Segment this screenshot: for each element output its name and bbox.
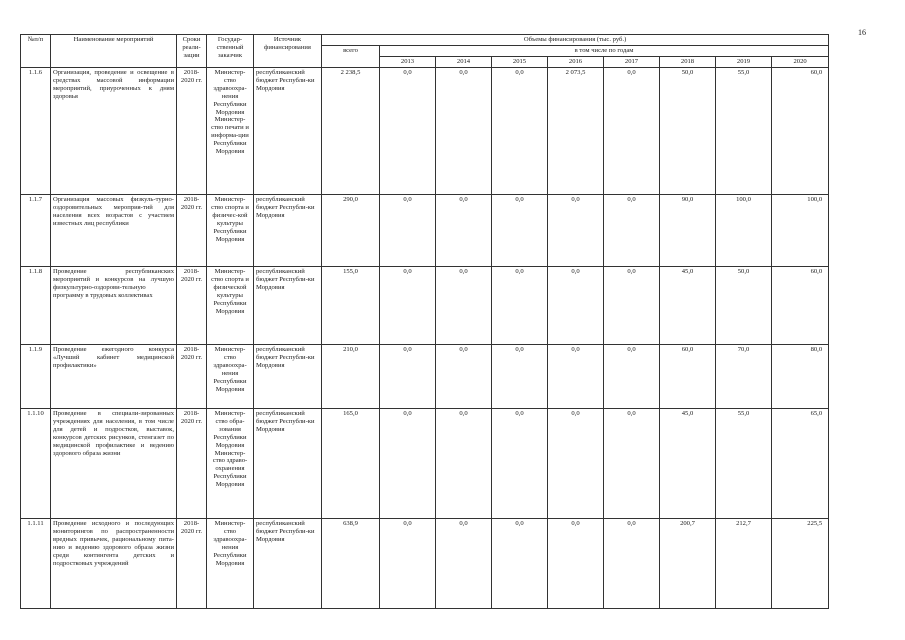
row-value: 0,0 xyxy=(380,68,436,195)
row-value: 0,0 xyxy=(548,345,604,409)
row-customer: Министер-ство здравоохра-нения Республики Мордовия Министер-ство печати и информа-ции Республики Мордовия xyxy=(207,68,254,195)
row-value: 0,0 xyxy=(380,519,436,609)
row-source: республиканский бюджет Республи-ки Мордовия xyxy=(254,68,322,195)
header-term: Сроки реали-зации xyxy=(177,35,207,68)
row-customer: Министер-ство спорта и физической культуры Республики Мордовия xyxy=(207,267,254,345)
row-value: 45,0 xyxy=(660,267,716,345)
row-total: 2 238,5 xyxy=(322,68,380,195)
row-value: 65,0 xyxy=(772,409,829,519)
header-num: №п/п xyxy=(21,35,51,68)
row-value: 2 073,5 xyxy=(548,68,604,195)
row-value: 0,0 xyxy=(380,267,436,345)
header-year: 2018 xyxy=(660,57,716,68)
row-value: 0,0 xyxy=(436,519,492,609)
row-num: 1.1.6 xyxy=(21,68,51,195)
row-value: 0,0 xyxy=(492,345,548,409)
header-year: 2013 xyxy=(380,57,436,68)
row-source: республиканский бюджет Республи-ки Мордовия xyxy=(254,345,322,409)
row-value: 0,0 xyxy=(436,409,492,519)
row-value: 80,0 xyxy=(772,345,829,409)
table-row xyxy=(21,68,829,195)
row-total: 290,0 xyxy=(322,195,380,267)
row-source: республиканский бюджет Республи-ки Мордовия xyxy=(254,409,322,519)
row-term: 2018-2020 гг. xyxy=(177,267,207,345)
row-total: 165,0 xyxy=(322,409,380,519)
header-year: 2014 xyxy=(436,57,492,68)
header-year: 2016 xyxy=(548,57,604,68)
row-value: 50,0 xyxy=(660,68,716,195)
row-value: 70,0 xyxy=(716,345,772,409)
row-source: республиканский бюджет Республи-ки Мордовия xyxy=(254,267,322,345)
row-num: 1.1.7 xyxy=(21,195,51,267)
row-term: 2018-2020 гг. xyxy=(177,409,207,519)
row-value: 0,0 xyxy=(604,409,660,519)
row-total: 210,0 xyxy=(322,345,380,409)
page-number: 16 xyxy=(858,28,866,37)
row-value: 0,0 xyxy=(436,195,492,267)
table-row xyxy=(21,409,829,519)
row-value: 50,0 xyxy=(716,267,772,345)
header-total: всего xyxy=(322,46,380,68)
row-value: 200,7 xyxy=(660,519,716,609)
row-value: 45,0 xyxy=(660,409,716,519)
table-row xyxy=(21,519,829,609)
row-value: 0,0 xyxy=(548,267,604,345)
header-source: Источник финансирования xyxy=(254,35,322,68)
row-name: Организация массовых физкуль-турно-оздоровительных мероприя-тий для населения всех возрастов с участием известных лиц республики xyxy=(51,195,177,267)
row-source: республиканский бюджет Республи-ки Мордовия xyxy=(254,519,322,609)
row-value: 60,0 xyxy=(772,68,829,195)
row-customer: Министер-ство здравоохра-нения Республики Мордовия xyxy=(207,345,254,409)
row-term: 2018-2020 гг. xyxy=(177,195,207,267)
table-row xyxy=(21,195,829,267)
row-value: 100,0 xyxy=(716,195,772,267)
row-customer: Министер-ство спорта и физичес-кой культуры Республики Мордовия xyxy=(207,195,254,267)
header-by-years: в том числе по годам xyxy=(380,46,829,57)
row-name: Проведение республиканских мероприятий и конкурсов на лучшую физкультурно-оздорови-тельную программу в трудовых коллективах xyxy=(51,267,177,345)
row-value: 0,0 xyxy=(380,409,436,519)
row-num: 1.1.10 xyxy=(21,409,51,519)
row-name: Организация, проведение и освещение в средствах массовой информации мероприятий, приуроченных к дням здоровья xyxy=(51,68,177,195)
financing-table xyxy=(20,34,829,609)
row-name: Проведение ежегодного конкурса «Лучший кабинет медицинской профилактики» xyxy=(51,345,177,409)
table-row xyxy=(21,267,829,345)
row-total: 638,9 xyxy=(322,519,380,609)
row-num: 1.1.9 xyxy=(21,345,51,409)
header-year: 2017 xyxy=(604,57,660,68)
row-value: 60,0 xyxy=(660,345,716,409)
row-term: 2018-2020 гг. xyxy=(177,68,207,195)
header-customer: Государ-ственный заказчик xyxy=(207,35,254,68)
row-customer: Министер-ство здравоохра-нения Республики Мордовия xyxy=(207,519,254,609)
row-value: 0,0 xyxy=(492,267,548,345)
row-value: 100,0 xyxy=(772,195,829,267)
row-value: 0,0 xyxy=(548,409,604,519)
row-value: 0,0 xyxy=(492,409,548,519)
row-value: 55,0 xyxy=(716,409,772,519)
row-value: 0,0 xyxy=(492,519,548,609)
row-value: 0,0 xyxy=(604,68,660,195)
header-year: 2015 xyxy=(492,57,548,68)
row-value: 0,0 xyxy=(604,195,660,267)
row-value: 225,5 xyxy=(772,519,829,609)
row-name: Проведение исходного и последующих мониторингов по распространенности вредных привычек, рациональному пита-нию и ведению здорового образа жизни среди контингента детских и подростковых учреждений xyxy=(51,519,177,609)
row-value: 212,7 xyxy=(716,519,772,609)
row-num: 1.1.8 xyxy=(21,267,51,345)
header-volume: Объемы финансирования (тыс. руб.) xyxy=(322,35,829,46)
row-value: 0,0 xyxy=(548,519,604,609)
row-value: 0,0 xyxy=(604,345,660,409)
row-value: 0,0 xyxy=(604,267,660,345)
row-value: 0,0 xyxy=(436,345,492,409)
row-value: 55,0 xyxy=(716,68,772,195)
row-term: 2018-2020 гг. xyxy=(177,345,207,409)
row-value: 60,0 xyxy=(772,267,829,345)
header-year: 2020 xyxy=(772,57,829,68)
header-name: Наименование мероприятий xyxy=(51,35,177,68)
table-row xyxy=(21,345,829,409)
row-value: 0,0 xyxy=(492,195,548,267)
row-num: 1.1.11 xyxy=(21,519,51,609)
row-value: 0,0 xyxy=(380,345,436,409)
row-value: 0,0 xyxy=(492,68,548,195)
row-value: 0,0 xyxy=(380,195,436,267)
header-year: 2019 xyxy=(716,57,772,68)
row-value: 0,0 xyxy=(436,68,492,195)
row-name: Проведение в специали-зированных учреждениях для населения, в том числе для детей и подростков, выставок, конкурсов детских рисунков, стенгазет по медицинской профилактике и ведению здорового образа жизни xyxy=(51,409,177,519)
row-value: 90,0 xyxy=(660,195,716,267)
row-value: 0,0 xyxy=(548,195,604,267)
row-value: 0,0 xyxy=(604,519,660,609)
row-value: 0,0 xyxy=(436,267,492,345)
row-customer: Министер-ство обра-зования Республики Мордовия Министер-ство здраво-охранения Республики Мордовия xyxy=(207,409,254,519)
row-source: республиканский бюджет Республи-ки Мордовия xyxy=(254,195,322,267)
row-term: 2018-2020 гг. xyxy=(177,519,207,609)
row-total: 155,0 xyxy=(322,267,380,345)
